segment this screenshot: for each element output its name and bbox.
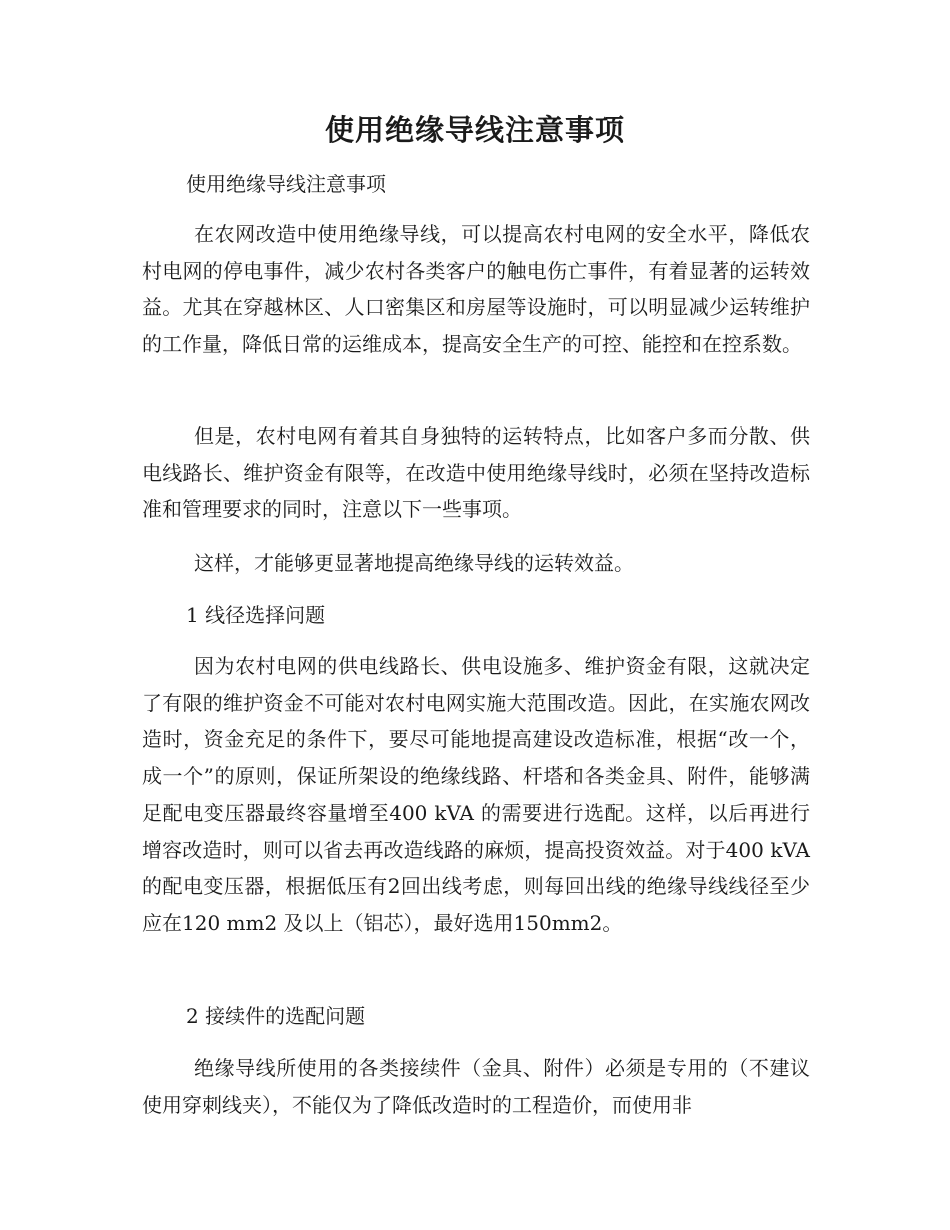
paragraph-intro: 在农网改造中使用绝缘导线，可以提高农村电网的安全水平，降低农村电网的停电事件，减少农村各类客户的触电伤亡事件，有着显著的运转效益。尤其在穿越林区、人口密集区和房屋等设施时，可以明显减少运转维护的工作量，降低日常的运维成本，提高安全生产的可控、能控和在控系数。 <box>142 222 810 357</box>
section-body-1: 因为农村电网的供电线路长、供电设施多、维护资金有限，这就决定了有限的维护资金不可能对农村电网实施大范围改造。因此，在实施农网改造时，资金充足的条件下，要尽可能地提高建设改造标准，根据“改一个，成一个”的原则，保证所架设的绝缘线路、杆塔和各类金具、附件，能够满足配电变压器最终容量增至400 kVA 的需要进行选配。这样，以后再进行增容改造时，则可以省去再改造线路的麻烦，提高投资效益。对于400 kVA 的配电变压器，根据低压有2回出线考虑，则每回出线的绝缘导线线径至少应在120 mm2 及以上（铝芯），最好选用150mm2。 <box>142 654 810 935</box>
paragraph-however: 但是，农村电网有着其自身独特的运转特点，比如客户多而分散、供电线路长、维护资金有限等，在改造中使用绝缘导线时，必须在坚持改造标准和管理要求的同时，注意以下一些事项。 <box>142 424 810 522</box>
document-title: 使用绝缘导线注意事项 <box>324 113 625 147</box>
paragraph-thus: 这样，才能够更显著地提高绝缘导线的运转效益。 <box>194 551 634 575</box>
section-heading-1: 1 线径选择问题 <box>186 603 326 627</box>
section-body-2: 绝缘导线所使用的各类接续件（金具、附件）必须是专用的（不建议使用穿刺线夹），不能仅为了降低改造时的工程造价，而使用非 <box>142 1056 810 1117</box>
section-heading-2: 2 接续件的选配问题 <box>186 1004 366 1028</box>
document-subtitle: 使用绝缘导线注意事项 <box>186 172 386 196</box>
